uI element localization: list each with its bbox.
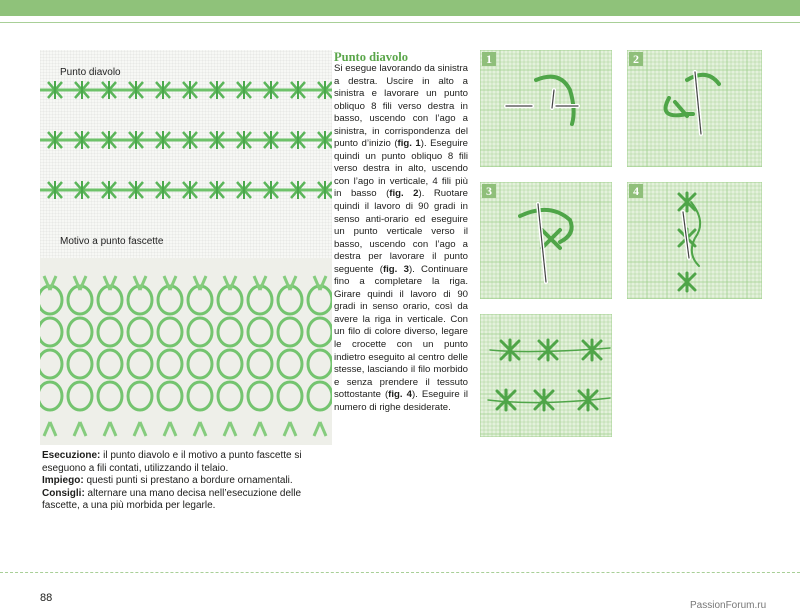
esecuzione-text: il punto diavolo e il motivo a punto fascette si eseguono a fili contati, utilizzando il telaio.: [42, 450, 302, 474]
fascette-loop: [218, 286, 242, 314]
fascette-loop: [68, 382, 92, 410]
figure-number: 3: [486, 184, 492, 198]
fascette-loop: [158, 318, 182, 346]
fig-ref-2: fig. 2: [389, 188, 419, 200]
fig-ref-1: fig. 1: [397, 138, 421, 150]
fascette-loop: [68, 286, 92, 314]
figure-2: [627, 50, 762, 167]
consigli-text: alternare una mano decisa nell’esecuzione delle fascette, a una più morbida per legarle.: [42, 487, 302, 512]
fascette-bundle: [254, 422, 266, 436]
fascette-loop: [188, 318, 212, 346]
figure-5-diagram: [480, 314, 612, 437]
figure-3-diagram: [480, 182, 612, 299]
top-rule: [0, 22, 800, 23]
fascette-loop: [248, 350, 272, 378]
fascette-loop: [98, 382, 122, 410]
fascette-loop: [128, 382, 152, 410]
figure-number: 1: [486, 52, 492, 66]
figure-number: 4: [633, 184, 639, 198]
fascette-loop: [248, 382, 272, 410]
fascette-loop: [278, 318, 302, 346]
fascette-bundle: [284, 422, 296, 436]
embroidery-photo: [40, 50, 332, 445]
fascette-loop: [128, 318, 152, 346]
impiego-text: questi punti si prestano a bordure ornamentali.: [83, 475, 293, 487]
fascette-loop: [188, 350, 212, 378]
fascette-loop: [98, 318, 122, 346]
section-title: Punto diavolo: [334, 50, 408, 64]
fascette-loop: [128, 350, 152, 378]
fascette-loop: [40, 382, 62, 410]
watermark: PassionForum.ru: [690, 600, 767, 611]
figure-5: [480, 314, 612, 437]
top-color-band: [0, 0, 800, 16]
fascette-loop: [308, 350, 332, 378]
fascette-loop: [278, 350, 302, 378]
bottom-rule: [0, 572, 800, 574]
photo-caption-text: [42, 450, 332, 513]
photo-label-fascette: Motivo a punto fascette: [60, 236, 164, 247]
body-part-3: ). Ruotare quindi il lavoro di 90 gradi in senso anti-orario ed eseguire un punto verticale verso il basso, uscendo con l’ago a destra per lavorare il punto seguente (: [334, 188, 468, 275]
fascette-loop: [188, 286, 212, 314]
body-part-4: ). Continuare fino a completare la riga. Girare quindi il lavoro di 90 gradi in senso orario, così da avere la riga in verticale. Con un filo di colore diverso, legare le crocette con un punto indietro eseguito al centro delle stesse, lasciando il filo morbido e senza prendere il tessuto sottostante (: [334, 263, 468, 401]
fascette-bundle: [224, 422, 236, 436]
section-body: [334, 63, 468, 414]
esecuzione-label: Esecuzione:: [42, 450, 101, 461]
body-part-1: Si esegue lavorando da sinistra a destra. Uscire in alto a sinistra e lavorare un punto obliquo 8 fili verso destra in basso, uscendo con l’ago a sinistra, in corrispondenza del punto d’inizio (: [334, 63, 468, 150]
figure-2-diagram: [627, 50, 762, 167]
fascette-bundle: [44, 422, 56, 436]
fascette-loop: [248, 286, 272, 314]
body-part-2: ). Eseguire quindi un punto obliquo 8 fili verso destra in alto, uscendo con l’ago in verticale, 4 fili più in basso (: [334, 138, 469, 200]
fascette-loop: [98, 350, 122, 378]
figure-4: [627, 182, 762, 299]
fig-ref-4: fig. 4: [388, 389, 412, 401]
fascette-loop: [128, 286, 152, 314]
fascette-loop: [158, 350, 182, 378]
figure-1: [480, 50, 612, 167]
fascette-loop: [40, 318, 62, 346]
fascette-bundle: [314, 422, 326, 436]
fascette-loop: [40, 350, 62, 378]
figure-number: 2: [633, 52, 639, 66]
fig-ref-3: fig. 3: [382, 263, 409, 275]
fascette-loop: [308, 382, 332, 410]
photo-label-punto-diavolo: Punto diavolo: [60, 67, 121, 78]
page-number: 88: [40, 592, 53, 604]
fascette-loop: [278, 286, 302, 314]
fascette-loop: [218, 350, 242, 378]
fascette-loop: [68, 350, 92, 378]
fascette-loop: [218, 318, 242, 346]
impiego-label: Impiego:: [42, 475, 84, 487]
consigli-label: Consigli:: [42, 487, 85, 499]
fascette-loop: [68, 318, 92, 346]
embroidery-illustration: [40, 50, 332, 445]
fascette-loop: [158, 286, 182, 314]
fascette-loop: [248, 318, 272, 346]
fascette-bundle: [134, 422, 146, 436]
figure-4-diagram: [627, 182, 762, 299]
fascette-loop: [98, 286, 122, 314]
figure-3: [480, 182, 612, 299]
fascette-bundle: [74, 422, 86, 436]
fascette-loop: [218, 382, 242, 410]
body-part-5: ). Eseguire il numero di righe desiderate.: [334, 389, 468, 413]
fascette-loop: [308, 318, 332, 346]
fascette-bundle: [164, 422, 176, 436]
fascette-loop: [158, 382, 182, 410]
figure-1-diagram: [480, 50, 612, 167]
fascette-loop: [188, 382, 212, 410]
fascette-loop: [278, 382, 302, 410]
fascette-bundle: [104, 422, 116, 436]
fascette-bundle: [194, 422, 206, 436]
fascette-loop: [308, 286, 332, 314]
